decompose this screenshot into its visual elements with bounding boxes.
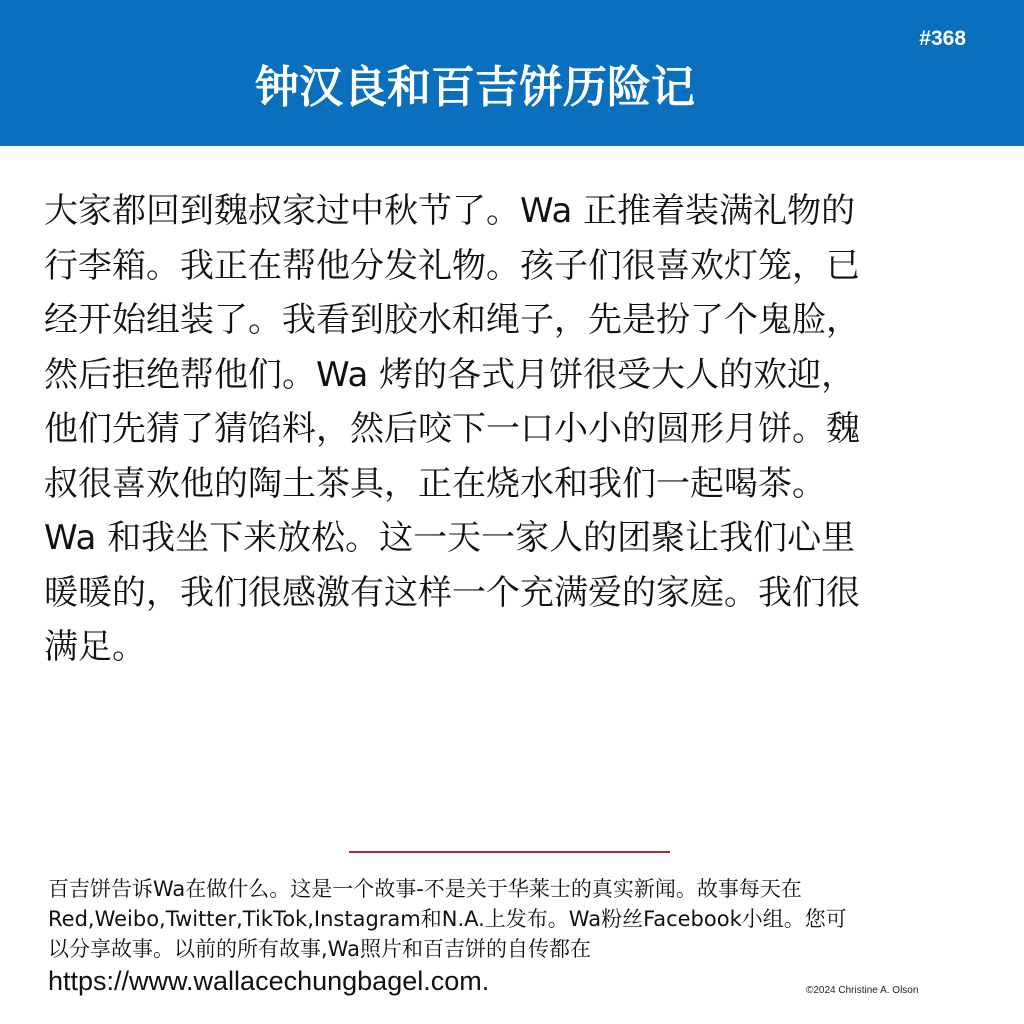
footer-line: 以分享故事。以前的所有故事,Wa照片和百吉饼的自传都在 — [48, 937, 591, 961]
footer-notice — [48, 874, 978, 998]
website-link[interactable]: https://www.wallacechungbagel.com. — [48, 966, 490, 996]
copyright-notice: ©2024 Christine A. Olson — [806, 985, 919, 996]
story-line: 叔很喜欢他的陶土茶具，正在烧水和我们一起喝茶。 — [44, 463, 826, 504]
story-line: 行李箱。我正在帮他分发礼物。孩子们很喜欢灯笼，已 — [44, 245, 860, 286]
story-text — [44, 184, 980, 704]
footer-line: Red,Weibo,Twitter,TikTok,Instagram和N.A.上发布。Wa粉丝Facebook小组。您可 — [48, 907, 847, 931]
story-line: 他们先猜了猜馅料，然后咬下一口小小的圆形月饼。魏 — [44, 409, 860, 449]
story-line: 经开始组装了。我看到胶水和绳子，先是扮了个鬼脸， — [44, 300, 860, 340]
story-number: #368 — [919, 27, 966, 50]
page-title: 钟汉良和百吉饼历险记 — [255, 62, 695, 113]
header-banner — [0, 0, 1024, 146]
story-line: 暖暖的，我们很感激有这样一个充满爱的家庭。我们很 — [44, 572, 860, 613]
story-line: Wa 和我坐下来放松。这一天一家人的团聚让我们心里 — [44, 518, 856, 558]
footer-divider — [349, 851, 670, 853]
story-line: 大家都回到魏叔家过中秋节了。Wa 正推着装满礼物的 — [44, 191, 856, 231]
story-line: 然后拒绝帮他们。Wa 烤的各式月饼很受大人的欢迎， — [44, 354, 856, 395]
footer-line: 百吉饼告诉Wa在做什么。这是一个故事-不是关于华莱士的真实新闻。故事每天在 — [48, 877, 802, 901]
story-line: 满足。 — [44, 627, 146, 667]
